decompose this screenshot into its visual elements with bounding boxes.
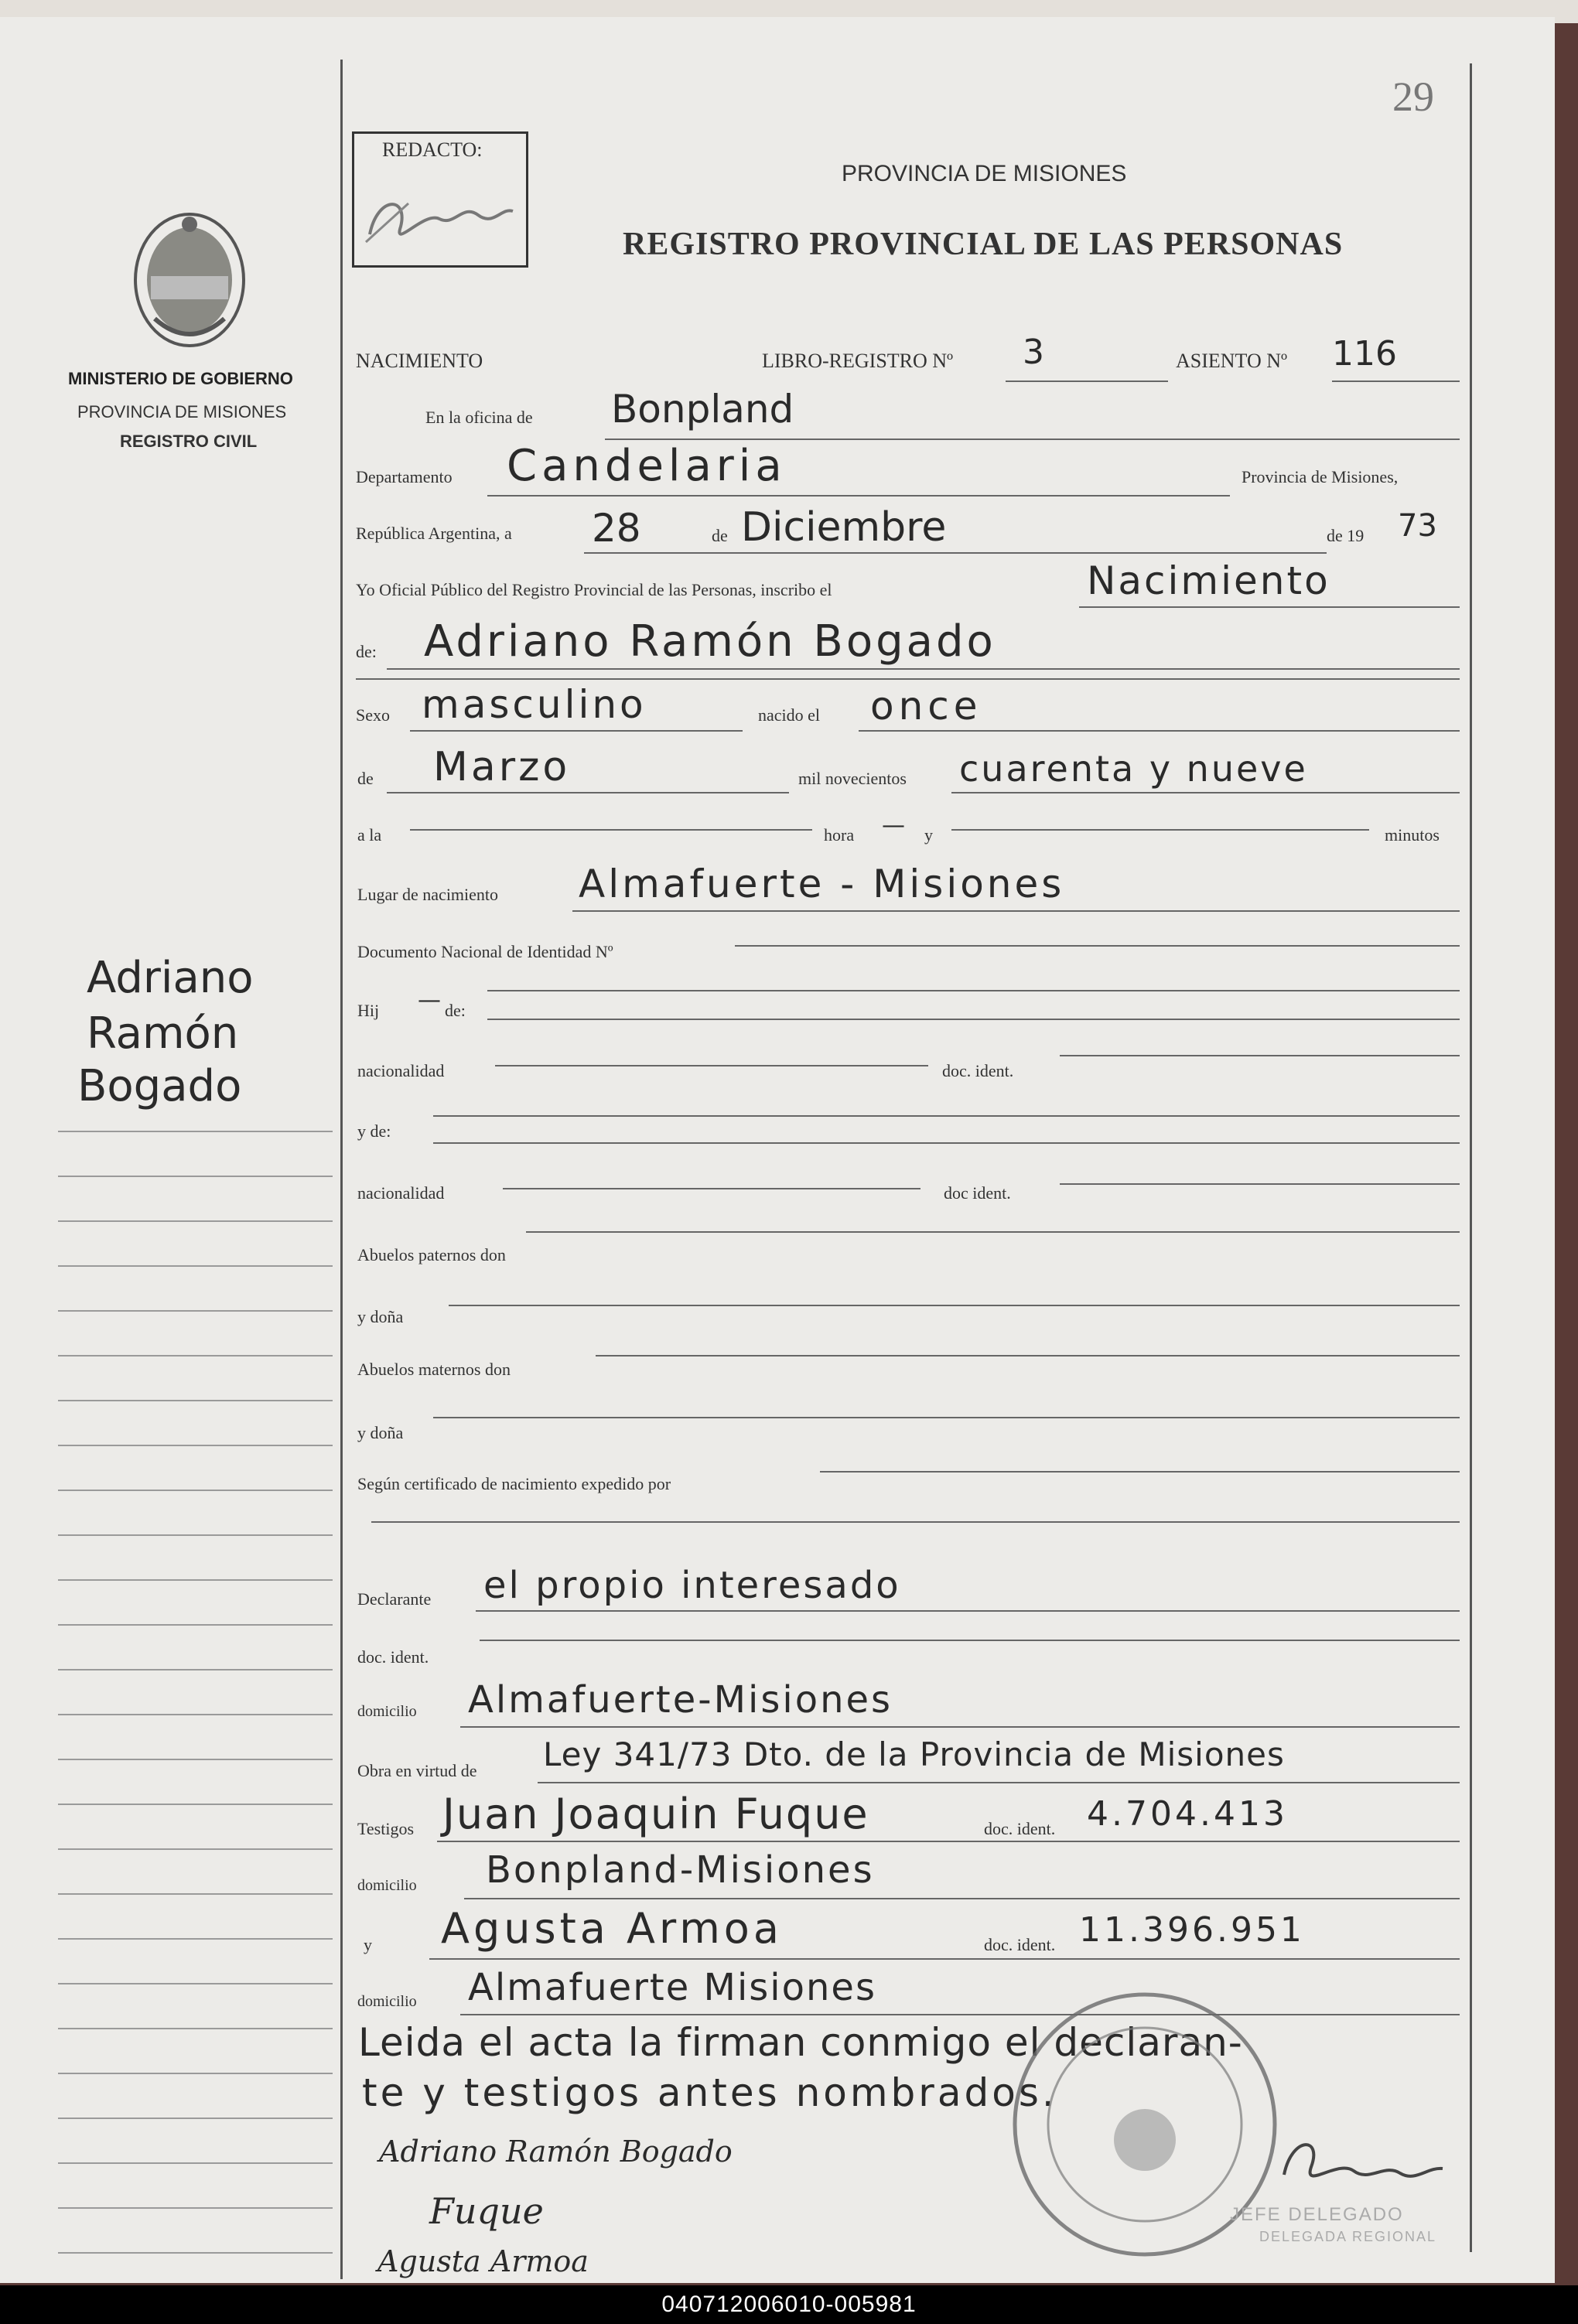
declarante-label: Declarante: [357, 1589, 432, 1609]
obra-label: Obra en virtud de: [357, 1761, 477, 1780]
margin-ruled-line: [58, 1938, 333, 1940]
margin-ruled-line: [58, 1445, 333, 1446]
declarante-rule: [476, 1610, 1460, 1612]
civil-registry-label: REGISTRO CIVIL: [120, 432, 258, 451]
sexo-rule: [410, 730, 743, 732]
margin-ruled-line: [58, 2073, 333, 2074]
signature-testigo-2: Agusta Armoa: [377, 2244, 589, 2278]
hora-dash: —: [882, 812, 905, 839]
minutos-label: minutos: [1385, 825, 1440, 845]
domicilio-value-1: Almafuerte-Misiones: [468, 1678, 893, 1722]
nacido-value: once: [870, 684, 982, 729]
redacto-label: REDACTO:: [382, 138, 483, 161]
margin-ruled-line: [58, 2162, 333, 2164]
document-page: [0, 17, 1555, 2283]
hij-rule-1: [487, 990, 1460, 991]
abuelos-paternos-rule: [526, 1231, 1460, 1233]
minutos-rule: [951, 829, 1369, 831]
libro-value: 3: [1023, 333, 1044, 372]
margin-ruled-line: [58, 1176, 333, 1177]
margin-ruled-line: [58, 1669, 333, 1670]
date-rule: [584, 552, 1327, 554]
ministry-label: MINISTERIO DE GOBIERNO: [68, 369, 293, 388]
signature-declarante: Adriano Ramón Bogado: [379, 2135, 733, 2169]
y-de-rule-1: [433, 1115, 1460, 1117]
testigo1-rule: [437, 1841, 1460, 1842]
declarante-value: el propio interesado: [483, 1564, 901, 1607]
asiento-rule: [1332, 381, 1460, 382]
lugar-value: Almafuerte - Misiones: [579, 862, 1065, 906]
nacimiento-label: NACIMIENTO: [356, 350, 483, 372]
de-month-label: de: [357, 769, 374, 788]
margin-ruled-line: [58, 1714, 333, 1715]
margin-ruled-line: [58, 1490, 333, 1491]
name-rule: [387, 668, 1460, 670]
libro-rule: [1006, 381, 1168, 382]
testigo2-doc: 11.396.951: [1079, 1910, 1305, 1950]
sexo-value: masculino: [422, 682, 647, 727]
de-name-label: de:: [356, 642, 377, 661]
hij-de-label: de:: [445, 1001, 466, 1020]
y-de-label: y de:: [357, 1121, 391, 1141]
domicilio-value-2: Bonpland-Misiones: [486, 1848, 875, 1892]
testigo2-name: Agusta Armoa: [441, 1904, 783, 1953]
margin-ruled-line: [58, 1804, 333, 1805]
provincial-seal-icon: [132, 203, 248, 350]
margin-ruled-line: [58, 2118, 333, 2119]
testigo1-doc: 4.704.413: [1087, 1794, 1288, 1834]
birth-year-rule: [951, 792, 1460, 793]
obra-rule: [538, 1782, 1460, 1783]
departamento-value: Candelaria: [507, 441, 787, 491]
margin-ruled-line: [58, 1310, 333, 1312]
testigo1-doc-label: doc. ident.: [984, 1819, 1056, 1838]
de-label-1: de: [712, 526, 728, 545]
y-testigo-label: y: [364, 1935, 372, 1954]
year-prefix: de 19: [1327, 526, 1365, 545]
yo-oficial-label: Yo Oficial Público del Registro Provincial de las Personas, inscribo el: [356, 580, 832, 599]
hij-dash: —: [418, 987, 441, 1014]
margin-ruled-line: [58, 1265, 333, 1267]
margin-name-line1: Adriano: [87, 953, 254, 1003]
margin-ruled-line: [58, 1983, 333, 1984]
domicilio-rule-3: [460, 2014, 1460, 2015]
segun-certificado-rule: [820, 1471, 1460, 1473]
doc-ident-rule-2: [1060, 1183, 1460, 1185]
asiento-value: 116: [1332, 334, 1397, 374]
doc-ident-label-2: doc ident.: [944, 1183, 1011, 1203]
y-dona-rule-2: [433, 1417, 1460, 1418]
left-border: [340, 60, 343, 2279]
y-dona-label-2: y doña: [357, 1423, 404, 1442]
nacionalidad-label-2: nacionalidad: [357, 1183, 445, 1203]
asiento-label: ASIENTO Nº: [1176, 350, 1288, 372]
closing-line-2: te y testigos antes nombrados.: [362, 2070, 1057, 2115]
name-value: Adriano Ramón Bogado: [424, 616, 996, 667]
margin-ruled-line: [58, 2028, 333, 2029]
domicilio-label-1: domicilio: [357, 1703, 417, 1720]
lugar-rule: [572, 910, 1460, 912]
sexo-label: Sexo: [356, 705, 390, 725]
margin-ruled-line: [58, 1759, 333, 1760]
year-suffix: 73: [1398, 508, 1437, 544]
doc-ident-declarante-label: doc. ident.: [357, 1647, 429, 1667]
margin-ruled-line: [58, 1579, 333, 1581]
republica-label: República Argentina, a: [356, 524, 512, 543]
acta-type-value: Nacimiento: [1087, 558, 1330, 603]
birth-month-value: Marzo: [433, 744, 571, 790]
margin-ruled-line: [58, 1893, 333, 1895]
oficina-rule: [605, 439, 1460, 440]
right-border: [1470, 63, 1472, 2252]
official-title-line2: DELEGADA REGIONAL: [1259, 2229, 1437, 2244]
oficina-label: En la oficina de: [425, 408, 533, 427]
registry-heading: REGISTRO PROVINCIAL DE LAS PERSONAS: [623, 227, 1344, 262]
footer-id: 040712006010-005981: [0, 2285, 1578, 2324]
closing-line-1: Leida el acta la firman conmigo el declaran-: [358, 2020, 1243, 2065]
name-rule-2: [356, 678, 1460, 680]
nacido-label: nacido el: [758, 705, 821, 725]
margin-name-line3: Bogado: [77, 1061, 242, 1111]
lugar-label: Lugar de nacimiento: [357, 885, 499, 904]
redacto-box: [352, 131, 528, 268]
margin-ruled-line: [58, 2207, 333, 2209]
margin-ruled-line: [58, 1848, 333, 1850]
margin-ruled-line: [58, 1534, 333, 1536]
birth-year-value: cuarenta y nueve: [959, 748, 1308, 790]
page-number: 29: [1392, 73, 1434, 120]
birth-month-rule: [387, 792, 789, 793]
province-heading: PROVINCIA DE MISIONES: [842, 161, 1127, 186]
official-title-line1: JEFE DELEGADO: [1230, 2204, 1404, 2225]
domicilio-label-2: domicilio: [357, 1877, 417, 1894]
hij-label: Hij: [357, 1001, 380, 1020]
official-signature: [1269, 2121, 1446, 2206]
y-dona-rule-1: [449, 1305, 1460, 1306]
segun-certificado-rule-2: [371, 1521, 1460, 1523]
margin-ruled-line: [58, 1355, 333, 1357]
margin-ruled-line: [58, 1400, 333, 1401]
acta-type-rule: [1079, 606, 1460, 608]
mil-novecientos-label: mil novecientos: [798, 769, 907, 788]
hora-label: hora: [824, 825, 855, 845]
abuelos-paternos-label: Abuelos paternos don: [357, 1245, 506, 1264]
domicilio-rule-1: [460, 1726, 1460, 1728]
segun-certificado-label: Según certificado de nacimiento expedido por: [357, 1474, 671, 1493]
margin-ruled-line: [58, 1131, 333, 1132]
testigos-label: Testigos: [357, 1819, 415, 1838]
hij-rule-2: [487, 1019, 1460, 1020]
departamento-label: Departamento: [356, 467, 453, 486]
domicilio-value-3: Almafuerte Misiones: [468, 1966, 876, 2009]
a-la-rule: [410, 829, 812, 831]
libro-label: LIBRO-REGISTRO Nº: [762, 350, 954, 372]
testigo1-name: Juan Joaquin Fuque: [442, 1790, 869, 1838]
y-de-rule-2: [433, 1142, 1460, 1144]
y-label-hora: y: [924, 825, 933, 845]
doc-ident-declarante-rule: [480, 1640, 1460, 1641]
redacto-signature: [362, 180, 517, 258]
oficina-value: Bonpland: [611, 387, 794, 432]
margin-ruled-line: [58, 1624, 333, 1626]
obra-value: Ley 341/73 Dto. de la Provincia de Misiones: [543, 1735, 1285, 1773]
abuelos-maternos-rule: [596, 1355, 1460, 1357]
y-dona-label-1: y doña: [357, 1307, 404, 1326]
domicilio-rule-2: [464, 1898, 1460, 1899]
province-left-label: PROVINCIA DE MISIONES: [77, 402, 287, 421]
departamento-rule: [487, 495, 1230, 497]
dni-label: Documento Nacional de Identidad Nº: [357, 942, 613, 961]
domicilio-label-3: domicilio: [357, 1993, 417, 2010]
abuelos-maternos-label: Abuelos maternos don: [357, 1360, 511, 1379]
margin-ruled-line: [58, 2252, 333, 2254]
nacionalidad-label-1: nacionalidad: [357, 1061, 445, 1080]
dni-rule: [735, 945, 1460, 947]
nacionalidad-rule-2: [503, 1188, 920, 1189]
margin-name-line2: Ramón: [87, 1008, 239, 1059]
official-stamp-icon: [1006, 1978, 1284, 2271]
day-value: 28: [592, 506, 641, 551]
signature-testigo-1: Fuque: [429, 2190, 544, 2232]
month-value: Diciembre: [741, 504, 947, 551]
doc-ident-label-1: doc. ident.: [942, 1061, 1014, 1080]
testigo2-rule: [429, 1958, 1460, 1960]
a-la-label: a la: [357, 825, 382, 845]
nacionalidad-rule-1: [495, 1065, 928, 1066]
provincia-misiones-label: Provincia de Misiones,: [1242, 467, 1399, 486]
margin-ruled-line: [58, 1220, 333, 1222]
nacido-rule: [859, 730, 1460, 732]
doc-ident-rule-1: [1060, 1055, 1460, 1056]
testigo2-doc-label: doc. ident.: [984, 1935, 1056, 1954]
